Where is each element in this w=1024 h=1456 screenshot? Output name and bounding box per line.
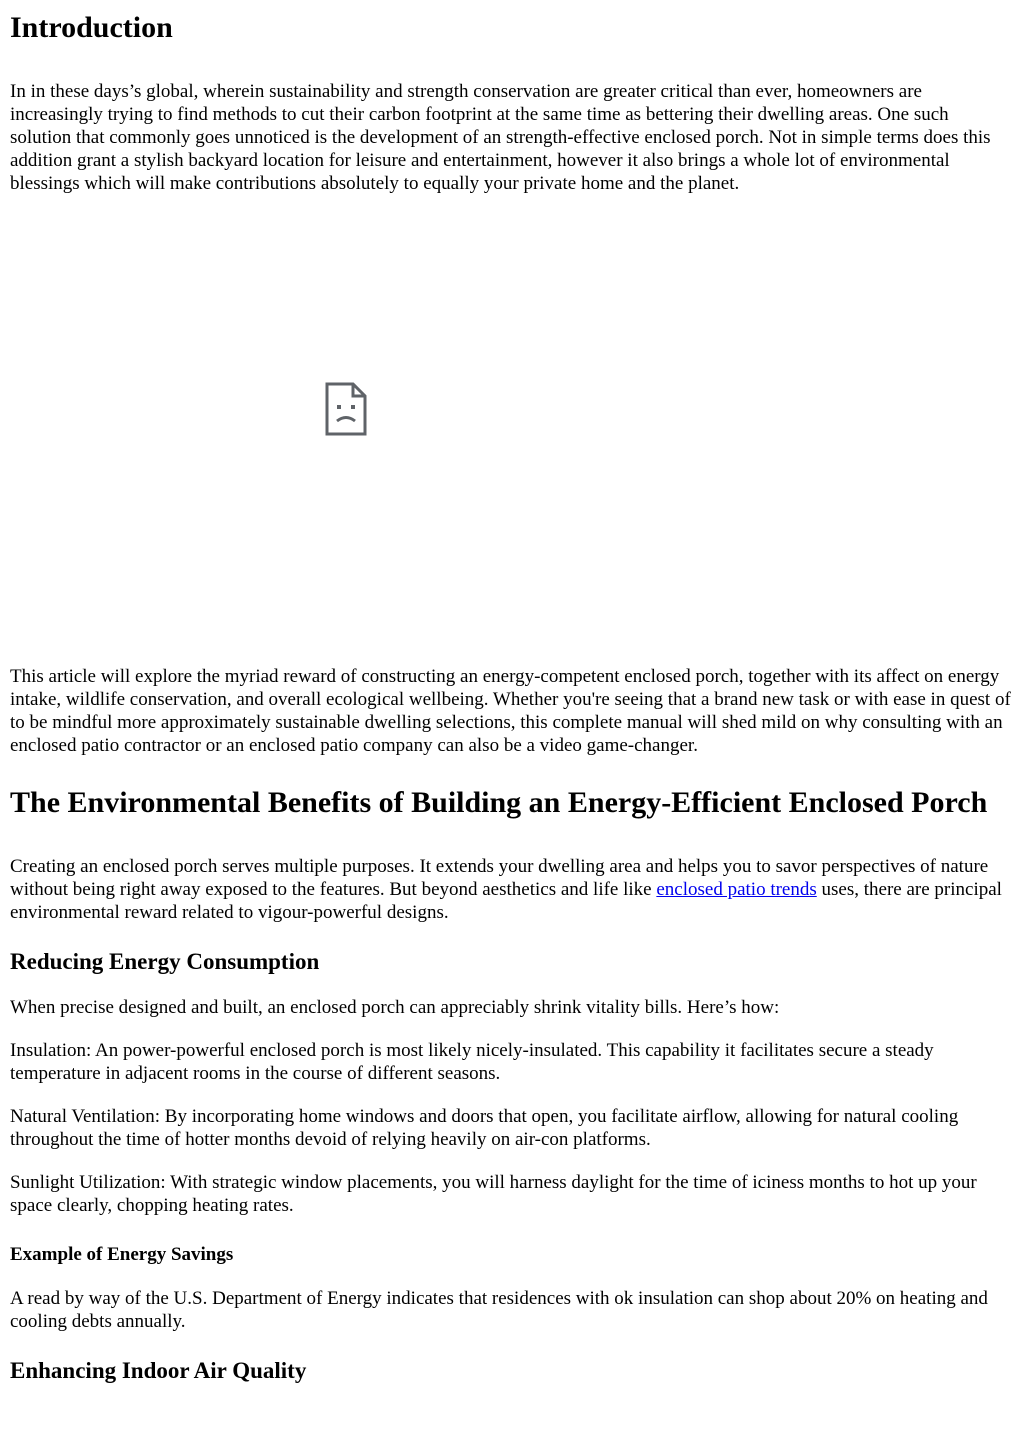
savings-heading: Example of Energy Savings — [10, 1244, 234, 1265]
reducing-intro: When precise designed and built, an enclosed porch can appreciably shrink vitality bills. Here’s how: — [10, 997, 780, 1018]
benefits-paragraph — [10, 855, 1014, 924]
savings-paragraph: A read by way of the U.S. Department of Energy indicates that residences with ok insulation can shop about 20% on heating and cooling debts annually. — [10, 1288, 988, 1332]
ventilation-paragraph: Natural Ventilation: By incorporating home windows and doors that open, you facilitate airflow, allowing for natural cooling throughout the time of hotter months devoid of relying heavily on air-con platforms. — [10, 1106, 959, 1150]
enclosed-patio-trends-link[interactable]: enclosed patio trends — [656, 879, 817, 900]
benefits-text-start: Creating an enclosed porch serves multiple purposes. It extends your dwelling area and helps you to savor perspectives of nature without being right away exposed to the features. But beyond aesthetics and life like — [10, 856, 989, 900]
benefits-heading: The Environmental Benefits of Building an Energy-Efficient Enclosed Porch — [10, 786, 988, 819]
article-image — [10, 215, 1014, 645]
second-paragraph: This article will explore the myriad reward of constructing an energy-competent enclosed porch, together with its affect on energy intake, wildlife conservation, and overall ecological wellbeing. Whether you're seeing that a brand new task or with ease in quest of to be mindful more approximately sustainable dwelling selections, this complete manual will shed mild on why consulting with an enclosed patio contractor or an enclosed patio company can also be a video game-changer. — [10, 666, 1011, 756]
benefits-text-end: uses, there are principal environmental reward related to vigour-powerful designs. — [10, 879, 1002, 923]
article — [0, 10, 1024, 1385]
air-quality-heading: Enhancing Indoor Air Quality — [10, 1358, 307, 1383]
insulation-paragraph: Insulation: An power-powerful enclosed porch is most likely nicely-insulated. This capability it facilitates secure a steady temperature in adjacent rooms in the course of different seasons. — [10, 1040, 934, 1084]
reducing-heading: Reducing Energy Consumption — [10, 949, 320, 974]
intro-heading: Introduction — [10, 11, 173, 44]
broken-image-icon — [324, 381, 368, 437]
sunlight-paragraph: Sunlight Utilization: With strategic window placements, you will harness daylight for the time of iciness months to hot up your space clearly, chopping heating rates. — [10, 1172, 977, 1216]
intro-paragraph: In in these days’s global, wherein sustainability and strength conservation are greater critical than ever, homeowners are increasingly trying to find methods to cut their carbon footprint at the same time as bettering their dwelling areas. One such solution that commonly goes unnoticed is the development of an strength-effective enclosed porch. Not in simple terms does this addition grant a stylish backyard location for leisure and entertainment, however it also brings a whole lot of environmental blessings which will make contributions absolutely to equally your private home and the planet. — [10, 81, 991, 194]
